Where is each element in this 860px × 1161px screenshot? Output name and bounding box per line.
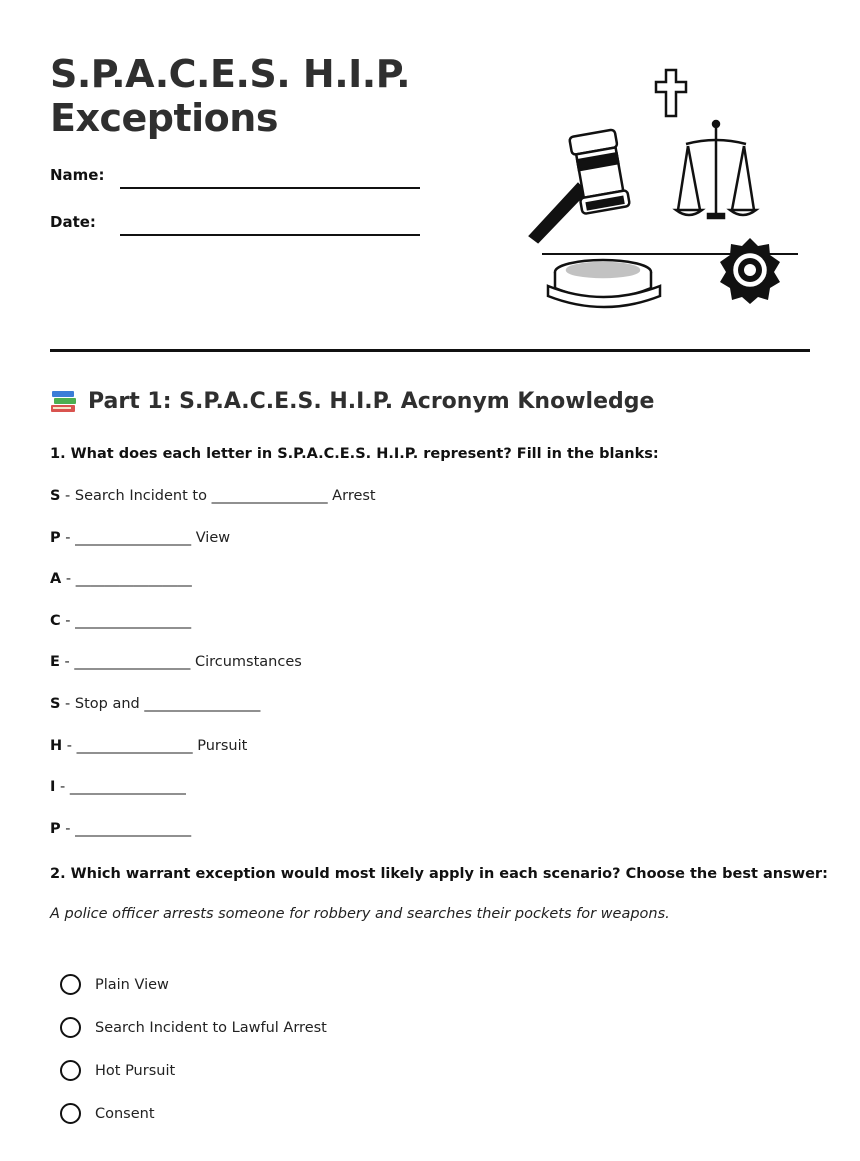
acronym-row: A - ________________ [50, 571, 192, 587]
radio-button[interactable] [60, 1017, 81, 1038]
scenario-text: A police officer arrests someone for robbery and searches their pockets for weapons. [50, 906, 670, 922]
date-label: Date: [50, 213, 96, 231]
acronym-letter: P [50, 821, 61, 837]
fill-blank[interactable]: ________________ [144, 696, 261, 712]
fill-blank[interactable]: ________________ [75, 821, 192, 837]
radio-button[interactable] [60, 974, 81, 995]
fill-blank[interactable]: ________________ [211, 488, 328, 504]
radio-button[interactable] [60, 1103, 81, 1124]
option-label: Hot Pursuit [95, 1062, 176, 1079]
acronym-row: E - ________________ Circumstances [50, 654, 302, 670]
fill-blank[interactable]: ________________ [75, 530, 192, 546]
option-label: Consent [95, 1105, 155, 1122]
row-text-after: Circumstances [190, 654, 302, 670]
option-plain-view[interactable] [60, 974, 169, 995]
part1-heading [50, 388, 654, 414]
name-label: Name: [50, 166, 105, 184]
law-clipart-icon [528, 64, 800, 316]
fill-blank[interactable]: ________________ [76, 738, 193, 754]
acronym-letter: P [50, 530, 61, 546]
fill-blank[interactable]: ________________ [75, 613, 192, 629]
fill-blank[interactable]: ________________ [69, 779, 186, 795]
option-consent[interactable] [60, 1103, 155, 1124]
acronym-letter: I [50, 779, 56, 795]
header-divider [50, 349, 810, 352]
acronym-row: H - ________________ Pursuit [50, 738, 248, 754]
option-label: Plain View [95, 976, 169, 993]
acronym-row: C - ________________ [50, 613, 192, 629]
acronym-letter: A [50, 571, 62, 587]
acronym-row: I - ________________ [50, 779, 186, 795]
row-text-after: Pursuit [192, 738, 248, 754]
part1-heading-text: Part 1: S.P.A.C.E.S. H.I.P. Acronym Knowledge [88, 388, 655, 414]
acronym-letter: S [50, 696, 61, 712]
acronym-row: P - ________________ [50, 821, 192, 837]
option-label: Search Incident to Lawful Arrest [95, 1019, 327, 1036]
acronym-letter: H [50, 738, 63, 754]
row-text-after: View [191, 530, 231, 546]
acronym-row: S - Stop and ________________ [50, 696, 261, 712]
date-field[interactable] [120, 234, 420, 236]
name-field[interactable] [120, 187, 420, 189]
option-hot-pursuit[interactable] [60, 1060, 175, 1081]
acronym-row: P - ________________ View [50, 530, 231, 546]
radio-button[interactable] [60, 1060, 81, 1081]
books-icon [50, 388, 78, 414]
question-2-prompt: 2. Which warrant exception would most likely apply in each scenario? Choose the best answer: [50, 866, 828, 882]
acronym-letter: S [50, 488, 61, 504]
acronym-letter: C [50, 613, 61, 629]
row-text-before: Stop and [74, 696, 145, 712]
acronym-row: S - Search Incident to ________________ Arrest [50, 488, 376, 504]
row-text-after: Arrest [327, 488, 376, 504]
option-search-incident[interactable] [60, 1017, 327, 1038]
question-1-prompt: 1. What does each letter in S.P.A.C.E.S. H.I.P. represent? Fill in the blanks: [50, 446, 659, 462]
title-line-1: S.P.A.C.E.S. H.I.P. [50, 52, 411, 96]
fill-blank[interactable]: ________________ [75, 571, 192, 587]
title-line-2: Exceptions [50, 96, 278, 140]
acronym-letter: E [50, 654, 60, 670]
worksheet-title [50, 52, 410, 140]
row-text-before: Search Incident to [74, 488, 212, 504]
fill-blank[interactable]: ________________ [74, 654, 191, 670]
